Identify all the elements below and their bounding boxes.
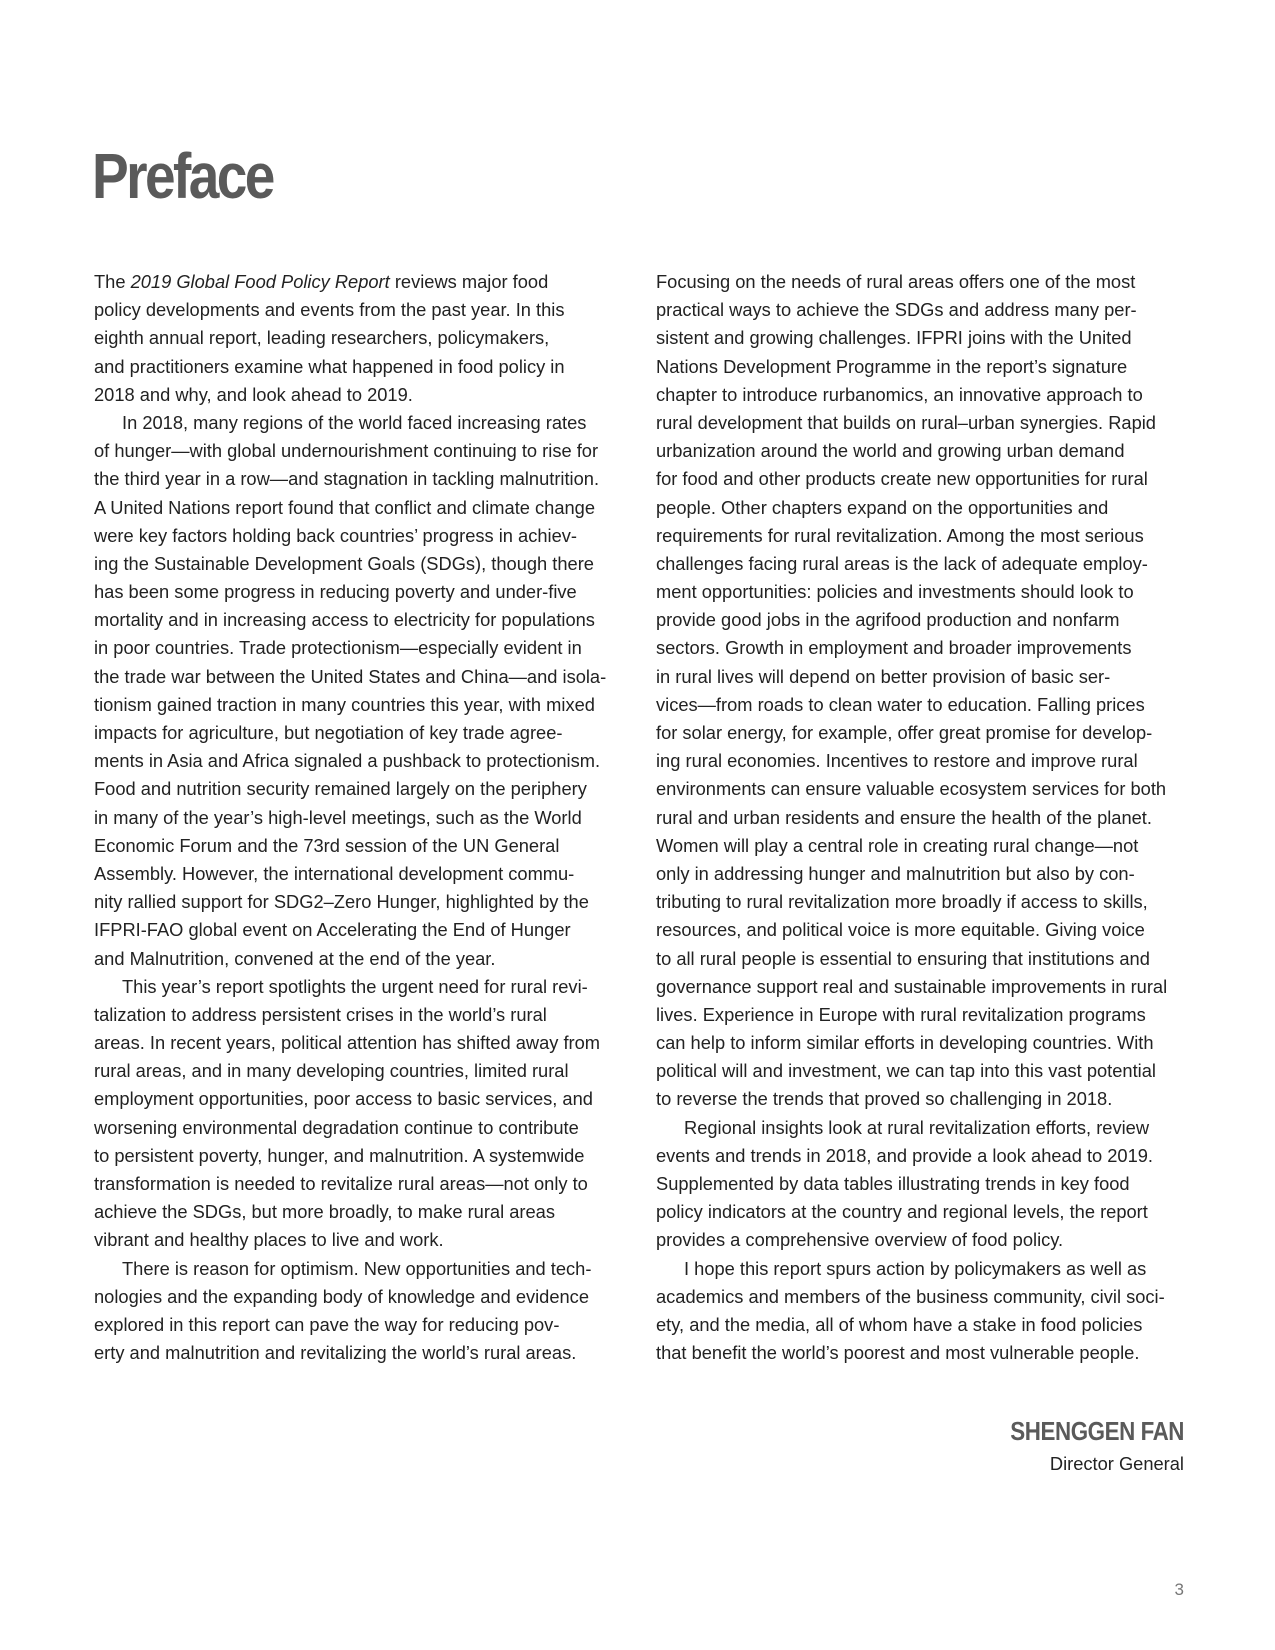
right-column [656,268,1186,1367]
text-line: in rural lives will depend on better provision of basic ser- [656,665,1111,687]
text-line: 2018 and why, and look ahead to 2019. [94,383,413,405]
text-line: impacts for agriculture, but negotiation of key trade agree- [94,722,563,743]
text-line: transformation is needed to revitalize rural areas—not only to [94,1173,588,1194]
text-line: vibrant and healthy places to live and work. [94,1229,444,1251]
text-line: explored in this report can pave the way for reducing pov- [94,1313,560,1335]
text-line: policy developments and events from the past year. In this [94,299,565,321]
text-line: to all rural people is essential to ensuring that institutions and [656,947,1150,969]
text-line: Assembly. However, the international development commu- [94,862,575,884]
text-line: for food and other products create new opportunities for rural [656,468,1148,490]
text-line: governance support real and sustainable improvements in rural [656,975,1168,997]
text-line: I hope this report spurs action by policymakers as well as [684,1257,1147,1279]
text-line: and Malnutrition, convened at the end of the year. [94,947,496,969]
text-line: academics and members of the business community, civil soci- [656,1285,1165,1307]
text-line: erty and malnutrition and revitalizing the world’s rural areas. [94,1342,577,1364]
text-line: in many of the year’s high-level meetings, such as the World [94,806,582,828]
text-line: talization to address persistent crises in the world’s rural [94,1003,547,1025]
text-line: There is reason for optimism. New opportunities and tech- [122,1257,592,1279]
text-line: to reverse the trends that proved so challenging in 2018. [656,1088,1113,1110]
page-title: Preface [92,140,273,212]
text-line: Economic Forum and the 73rd session of the UN General [94,834,560,856]
signature-name: SHENGGEN FAN [1010,1416,1184,1446]
text-line: requirements for rural revitalization. Among the most serious [656,524,1144,546]
text-line: employment opportunities, poor access to basic services, and [94,1088,593,1110]
text-fragment: The [94,271,131,292]
text-line [94,268,624,296]
text-line: provide good jobs in the agrifood production and nonfarm [656,609,1120,631]
text-line: rural and urban residents and ensure the health of the planet. [656,806,1152,828]
text-line: in poor countries. Trade protectionism—especially evident in [94,637,582,659]
text-fragment: reviews major food [389,271,549,292]
text-line: people. Other chapters expand on the opportunities and [656,496,1109,518]
text-line: has been some progress in reducing poverty and under-five [94,581,577,603]
text-line: ety, and the media, all of whom have a stake in food policies [656,1313,1143,1335]
report-title-italic: 2019 Global Food Policy Report [130,271,390,292]
text-line: sistent and growing challenges. IFPRI joins with the United [656,327,1132,349]
text-line: environments can ensure valuable ecosystem services for both [656,778,1167,800]
text-line: to persistent poverty, hunger, and malnutrition. A systemwide [94,1144,585,1166]
text-line: eighth annual report, leading researchers, policymakers, [94,327,550,349]
text-line: chapter to introduce rurbanomics, an innovative approach to [656,383,1143,405]
text-line: This year’s report spotlights the urgent need for rural revi- [122,975,588,997]
text-line: achieve the SDGs, but more broadly, to make rural areas [94,1201,555,1223]
text-line: policy indicators at the country and regional levels, the report [656,1201,1148,1223]
text-line: rural areas, and in many developing countries, limited rural [94,1060,569,1082]
text-line: mortality and in increasing access to electricity for populations [94,609,595,631]
text-line: Regional insights look at rural revitalization efforts, review [684,1116,1150,1138]
left-column [94,268,624,1367]
text-line: and practitioners examine what happened in food policy in [94,355,565,377]
text-line: urbanization around the world and growing urban demand [656,440,1125,462]
text-line: events and trends in 2018, and provide a look ahead to 2019. [656,1144,1154,1166]
text-line: worsening environmental degradation continue to contribute [94,1116,579,1138]
text-line: In 2018, many regions of the world faced increasing rates [122,411,587,433]
signature-role: Director General [1049,1453,1184,1474]
text-line: ing rural economies. Incentives to restore and improve rural [656,750,1138,772]
signature-block [982,1416,1184,1475]
text-line: Supplemented by data tables illustrating trends in key food [656,1173,1130,1194]
text-line: were key factors holding back countries’ progress in achiev- [94,524,577,546]
text-line: the trade war between the United States and China—and isola- [94,665,607,687]
text-line: tributing to rural revitalization more broadly if access to skills, [656,891,1148,913]
text-line: resources, and political voice is more equitable. Giving voice [656,919,1145,941]
text-line: tionism gained traction in many countries this year, with mixed [94,693,595,715]
text-line: ing the Sustainable Development Goals (SDGs), though there [94,552,594,574]
text-line: practical ways to achieve the SDGs and address many per- [656,299,1137,321]
text-line: that benefit the world’s poorest and most vulnerable people. [656,1342,1140,1364]
text-line: vices—from roads to clean water to education. Falling prices [656,693,1145,715]
text-line: areas. In recent years, political attention has shifted away from [94,1032,601,1054]
page-number: 3 [1174,1580,1184,1599]
text-line: Food and nutrition security remained largely on the periphery [94,778,587,800]
text-line: sectors. Growth in employment and broader improvements [656,637,1132,659]
text-line: the third year in a row—and stagnation in tackling malnutrition. [94,468,600,490]
text-line: provides a comprehensive overview of food policy. [656,1229,1064,1251]
text-line: ment opportunities: policies and investments should look to [656,581,1134,603]
text-line: Nations Development Programme in the report’s signature [656,355,1128,377]
text-line: IFPRI-FAO global event on Accelerating the End of Hunger [94,919,571,941]
text-line: nologies and the expanding body of knowledge and evidence [94,1285,589,1307]
text-line: challenges facing rural areas is the lack of adequate employ- [656,552,1148,574]
text-line: can help to inform similar efforts in developing countries. With [656,1032,1154,1054]
text-line: only in addressing hunger and malnutrition but also by con- [656,862,1135,884]
text-line: ments in Asia and Africa signaled a pushback to protectionism. [94,750,601,772]
text-line: of hunger—with global undernourishment continuing to rise for [94,440,599,462]
text-line: rural development that builds on rural–urban synergies. Rapid [656,411,1156,433]
text-line: political will and investment, we can tap into this vast potential [656,1060,1156,1082]
text-line: lives. Experience in Europe with rural revitalization programs [656,1003,1146,1025]
text-line: Focusing on the needs of rural areas offers one of the most [656,271,1136,292]
text-line: nity rallied support for SDG2–Zero Hunger, highlighted by the [94,891,589,913]
text-line: for solar energy, for example, offer great promise for develop- [656,722,1153,743]
text-line: A United Nations report found that conflict and climate change [94,496,596,518]
text-line: Women will play a central role in creating rural change—not [656,834,1139,856]
